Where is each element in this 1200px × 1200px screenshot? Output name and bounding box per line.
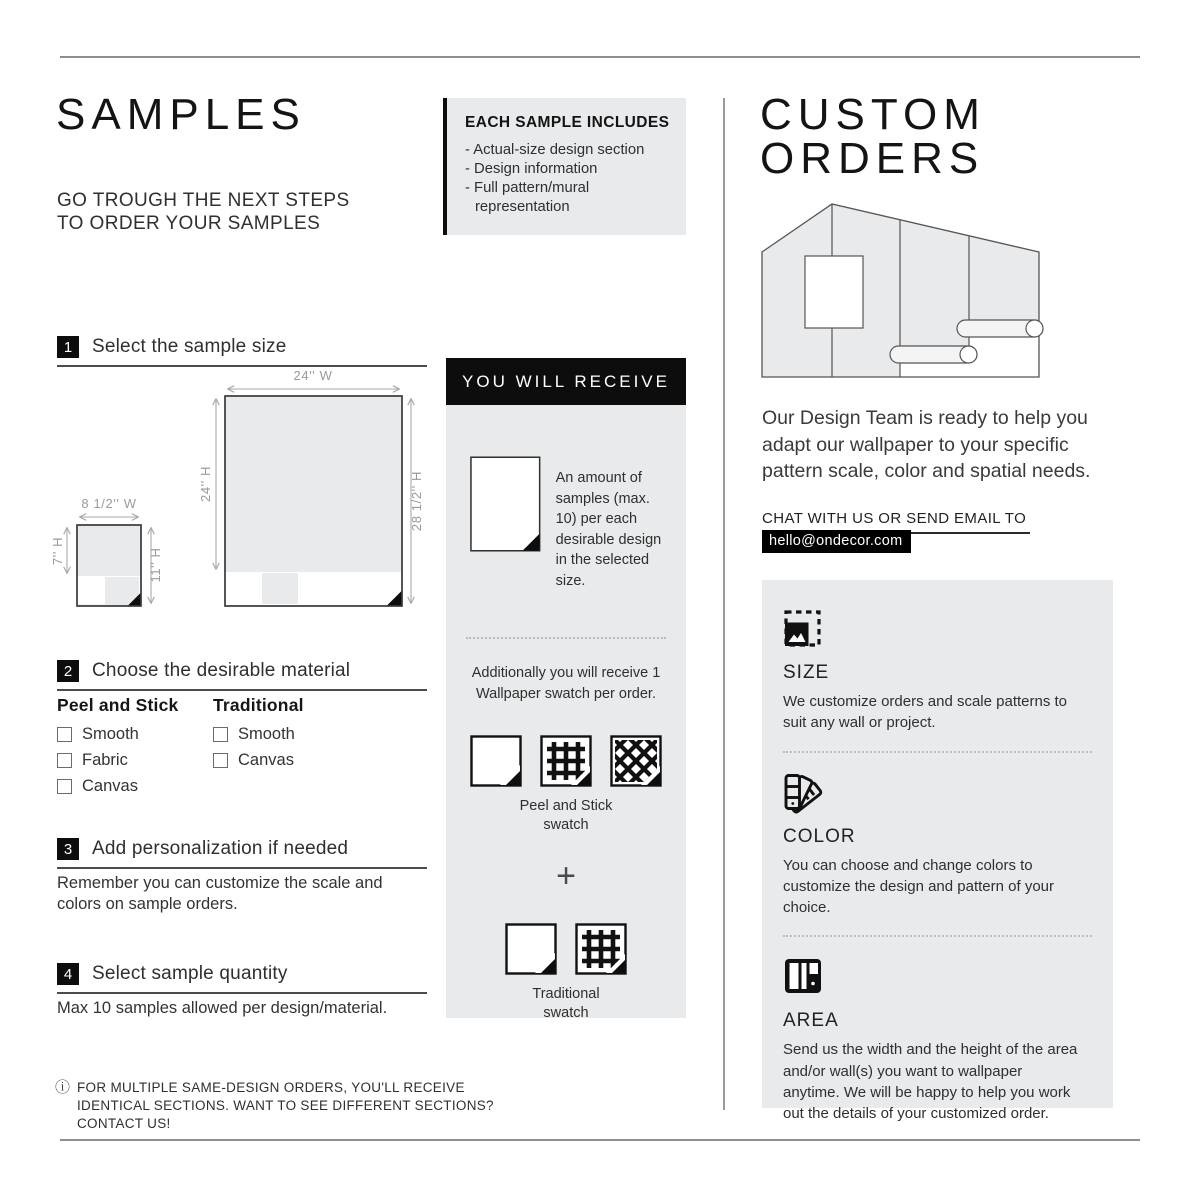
smooth-swatch-icon xyxy=(470,735,522,787)
peel-and-stick-swatches xyxy=(446,735,686,787)
grid-texture-swatch-icon xyxy=(575,923,627,975)
checkbox-peel-canvas[interactable] xyxy=(57,779,72,794)
customization-info-panel xyxy=(762,580,1113,1123)
step-3-number: 3 xyxy=(57,838,79,860)
window xyxy=(805,256,863,328)
option-label: Smooth xyxy=(238,725,295,743)
top-rule xyxy=(60,56,1140,58)
samples-intro xyxy=(57,189,350,236)
large-height-left-label: 24'' H xyxy=(198,465,213,503)
option-traditional-smooth[interactable] xyxy=(213,725,383,744)
wallpaper-roll-lower xyxy=(890,346,977,363)
sample-amount-text: An amount of samples (max. 10) per each desirable design in the selected size. xyxy=(555,470,662,589)
materials-section xyxy=(57,695,383,803)
grid-texture-swatch-icon xyxy=(540,735,592,787)
includes-item-2: - Design information xyxy=(465,160,598,177)
includes-item-1: - Actual-size design section xyxy=(465,142,645,158)
checkbox-traditional-canvas[interactable] xyxy=(213,753,228,768)
email-address-chip[interactable]: hello@ondecor.com xyxy=(762,530,911,553)
additional-swatch-text: Additionally you will receive 1 Wallpaper swatch per order. xyxy=(471,665,661,702)
sample-sheet-icon xyxy=(470,454,541,554)
small-width-label: 8 1/2'' W xyxy=(81,496,137,511)
peel-and-stick-heading: Peel and Stick xyxy=(57,695,179,715)
dotted-separator xyxy=(466,637,666,639)
peel-and-stick-swatch-label xyxy=(446,797,686,835)
smooth-swatch-icon xyxy=(505,923,557,975)
step-2-title: Choose the desirable material xyxy=(92,660,351,681)
column-divider xyxy=(723,98,725,1110)
step-1-header xyxy=(57,336,427,367)
traditional-label-line-1: Traditional xyxy=(532,985,600,1002)
option-peel-smooth[interactable] xyxy=(57,725,213,744)
option-peel-canvas[interactable] xyxy=(57,777,213,796)
step-2-number: 2 xyxy=(57,660,79,682)
color-swatch-fan-icon xyxy=(783,773,827,813)
color-heading: COLOR xyxy=(783,825,856,847)
traditional-swatch-label xyxy=(446,985,686,1023)
each-sample-includes-box xyxy=(443,98,686,235)
intro-line-1: GO TROUGH THE NEXT STEPS xyxy=(57,190,350,211)
custom-orders-title: CUSTOM ORDERS xyxy=(760,90,986,183)
footer-note xyxy=(55,1079,535,1134)
peel-label-line-1: Peel and Stick xyxy=(519,798,613,815)
option-label: Fabric xyxy=(82,751,128,769)
bottom-rule xyxy=(60,1139,1140,1141)
info-icon: ⓘ xyxy=(55,1079,71,1096)
checkbox-traditional-smooth[interactable] xyxy=(213,727,228,742)
option-label: Canvas xyxy=(82,777,138,795)
samples-title: SAMPLES xyxy=(56,90,306,139)
option-label: Smooth xyxy=(82,725,139,743)
crosshatch-texture-swatch-icon xyxy=(610,735,662,787)
step-3-body: Remember you can customize the scale and colors on sample orders. xyxy=(57,874,383,914)
chat-with-us-label: CHAT WITH US OR SEND EMAIL TO xyxy=(762,510,1030,534)
area-text: Send us the width and the height of the area and/or wall(s) you want to wallpaper anytime. We will be happy to help you work out the details of your customized order. xyxy=(783,1041,1078,1123)
footer-note-text: FOR MULTIPLE SAME-DESIGN ORDERS, YOU'LL RECEIVE IDENTICAL SECTIONS. WANT TO SEE DIFFERENT SECTIONS? CONTACT US! xyxy=(77,1080,494,1132)
step-3-title: Add personalization if needed xyxy=(92,838,349,859)
dotted-separator xyxy=(783,751,1092,753)
size-heading: SIZE xyxy=(783,662,830,683)
small-height-left-label: 7'' H xyxy=(50,536,65,566)
step-4-title: Select sample quantity xyxy=(92,963,288,984)
wallpaper-roll-upper xyxy=(957,320,1043,337)
color-text: You can choose and change colors to customize the design and pattern of your choice. xyxy=(783,856,1054,917)
area-heading: AREA xyxy=(783,1010,839,1032)
small-height-right-label: 11'' H xyxy=(148,547,163,583)
you-will-receive-panel xyxy=(446,358,686,1021)
option-label: Canvas xyxy=(238,751,294,769)
color-section xyxy=(783,773,1092,919)
plus-sign: + xyxy=(556,856,576,895)
small-sample-sheet xyxy=(77,525,141,606)
peel-label-line-2: swatch xyxy=(543,816,589,833)
traditional-label-line-2: swatch xyxy=(543,1004,589,1021)
you-will-receive-header: YOU WILL RECEIVE xyxy=(446,358,686,405)
traditional-swatches xyxy=(446,923,686,975)
checkbox-peel-fabric[interactable] xyxy=(57,753,72,768)
includes-item-3: - Full pattern/mural representation xyxy=(465,179,590,215)
large-sample-sheet xyxy=(225,396,402,606)
size-text: We customize orders and scale patterns to suit any wall or project. xyxy=(783,693,1068,732)
option-peel-fabric[interactable] xyxy=(57,751,213,770)
step-4-body: Max 10 samples allowed per design/material. xyxy=(57,999,388,1017)
wallpapered-wall-illustration xyxy=(757,193,1052,383)
peel-and-stick-column xyxy=(57,695,213,803)
option-traditional-canvas[interactable] xyxy=(213,751,383,770)
step-1-title: Select the sample size xyxy=(92,336,287,357)
dotted-separator xyxy=(783,935,1092,937)
area-wall-panels-icon xyxy=(783,957,823,995)
step-2-header xyxy=(57,660,427,691)
step-1-number: 1 xyxy=(57,336,79,358)
step-4-header xyxy=(57,963,427,994)
sample-amount-row xyxy=(446,405,686,591)
step-4-number: 4 xyxy=(57,963,79,985)
large-width-label: 24'' W xyxy=(293,368,333,383)
each-sample-includes-title: EACH SAMPLE INCLUDES xyxy=(465,114,670,131)
area-section xyxy=(783,957,1092,1124)
sample-size-diagram xyxy=(50,364,430,614)
large-height-right-label: 28 1/2'' H xyxy=(409,470,424,532)
step-3-header xyxy=(57,838,427,869)
custom-orders-paragraph: Our Design Team is ready to help you adapt our wallpaper to your specific pattern scale, color and spatial needs. xyxy=(762,407,1091,483)
checkbox-peel-smooth[interactable] xyxy=(57,727,72,742)
intro-line-2: TO ORDER YOUR SAMPLES xyxy=(57,213,321,235)
traditional-column xyxy=(213,695,383,803)
size-crop-image-icon xyxy=(783,609,823,649)
size-section xyxy=(783,609,1092,734)
traditional-heading: Traditional xyxy=(213,695,304,715)
